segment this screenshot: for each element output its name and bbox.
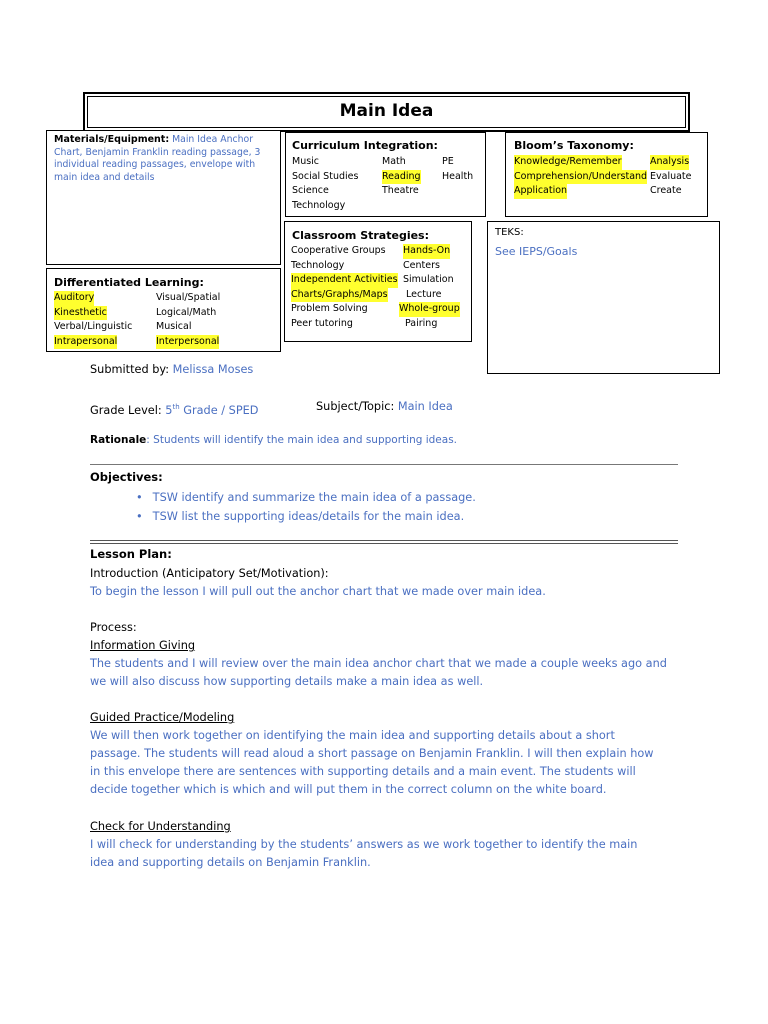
objectives-label: Objectives: [90, 470, 163, 484]
materials-value: Main Idea Anchor Chart, Benjamin Franklin reading passage, 3 individual reading passages, envelope with main idea and details [54, 134, 261, 183]
objectives-list [136, 488, 476, 526]
curriculum-item: Music [292, 156, 320, 167]
page-title: Main Idea [87, 96, 686, 128]
submitted-line [90, 361, 253, 379]
teks-value: See IEPS/Goals [495, 245, 578, 258]
diff-item: Interpersonal [156, 335, 219, 350]
strategy-item: Problem Solving [291, 303, 368, 314]
rationale-line [90, 434, 457, 446]
grade-label: Grade Level: [90, 403, 162, 417]
diff-item: Visual/Spatial [156, 292, 221, 303]
blooms-item: Application [514, 184, 567, 199]
info-text: The students and I will review over the main idea anchor chart that we made a couple weeks ago and we will also discuss how supporting details make a main idea as well. [90, 657, 667, 688]
strategy-item: Hands-On [403, 244, 450, 259]
objective-item: • TSW list the supporting ideas/details for the main idea. [136, 510, 465, 523]
rationale-value: : Students will identify the main idea and supporting ideas. [146, 434, 458, 446]
materials-text [54, 134, 276, 184]
blooms-list [514, 155, 704, 199]
strategies-list [291, 244, 471, 331]
divider [90, 464, 678, 465]
objective-item: • TSW identify and summarize the main idea of a passage. [136, 491, 476, 504]
guided-text: We will then work together on identifying the main idea and supporting details about a short passage. The students will read aloud a short passage on Benjamin Franklin. I will then explain how in this envelope there are sentences with supporting details and a main event. The students will decide together which is which and will put them in the correct column on the white board. [90, 729, 654, 796]
diff-item: Auditory [54, 291, 94, 306]
diff-item: Musical [156, 321, 192, 332]
diff-item: Verbal/Linguistic [54, 321, 133, 332]
teks-box [487, 221, 720, 374]
differentiated-list [54, 291, 276, 349]
curriculum-box [285, 132, 486, 217]
rationale-label: Rationale [90, 434, 147, 446]
lesson-label: Lesson Plan: [90, 547, 172, 561]
curriculum-item: Science [292, 185, 329, 196]
blooms-item: Comprehension/Understand [514, 170, 647, 185]
strategy-item: Simulation [403, 274, 454, 285]
strategy-item: Whole-group [399, 302, 460, 317]
curriculum-item: Reading [382, 170, 421, 185]
strategy-item: Cooperative Groups [291, 245, 386, 256]
check-label: Check for Understanding [90, 820, 231, 833]
curriculum-item: Health [442, 170, 474, 182]
curriculum-item: Theatre [382, 185, 419, 196]
strategy-item: Centers [403, 259, 440, 271]
divider [90, 540, 678, 541]
subject-label: Subject/Topic: [316, 400, 395, 413]
blooms-label: Bloom’s Taxonomy: [514, 139, 634, 152]
curriculum-label: Curriculum Integration: [292, 139, 438, 152]
strategy-item: Technology [291, 259, 345, 271]
info-label: Information Giving [90, 639, 196, 652]
grade-line [90, 398, 258, 420]
blooms-item: Evaluate [650, 170, 692, 182]
blooms-item: Create [650, 185, 682, 196]
intro-label: Introduction (Anticipatory Set/Motivation): [90, 567, 329, 580]
diff-item: Kinesthetic [54, 306, 107, 321]
curriculum-item: Math [382, 156, 406, 167]
submitted-value: Melissa Moses [172, 363, 254, 376]
divider [90, 543, 678, 544]
curriculum-item: Social Studies [292, 170, 359, 182]
strategy-item: Charts/Graphs/Maps [291, 288, 388, 303]
materials-label: Materials/Equipment: [54, 134, 170, 145]
diff-item: Logical/Math [156, 306, 217, 318]
strategies-box [284, 221, 472, 342]
differentiated-box [46, 268, 281, 352]
process-label: Process: [90, 621, 137, 634]
strategies-label: Classroom Strategies: [292, 229, 429, 242]
strategy-item: Independent Activities [291, 273, 398, 288]
curriculum-item: Technology [292, 199, 346, 211]
strategy-item: Lecture [406, 288, 442, 300]
blooms-item: Knowledge/Remember [514, 155, 622, 170]
title-box [83, 92, 690, 132]
strategy-item: Peer tutoring [291, 317, 353, 329]
diff-item: Intrapersonal [54, 335, 117, 350]
materials-box [46, 130, 281, 265]
curriculum-list [292, 155, 482, 213]
curriculum-item: PE [442, 156, 454, 167]
blooms-box [505, 132, 708, 217]
blooms-item: Analysis [650, 155, 689, 170]
subject-value: Main Idea [397, 400, 453, 413]
grade-value: 5th Grade / SPED [165, 403, 259, 417]
strategy-item: Pairing [405, 317, 438, 329]
intro-text: To begin the lesson I will pull out the anchor chart that we made over main idea. [90, 585, 546, 598]
check-text: I will check for understanding by the students’ answers as we work together to identify the main idea and supporting details on Benjamin Franklin. [90, 838, 638, 869]
differentiated-label: Differentiated Learning: [54, 276, 204, 289]
teks-label: TEKS: [495, 227, 524, 238]
submitted-label: Submitted by: [90, 363, 170, 376]
guided-label: Guided Practice/Modeling [90, 711, 235, 724]
subject-line [316, 398, 453, 416]
